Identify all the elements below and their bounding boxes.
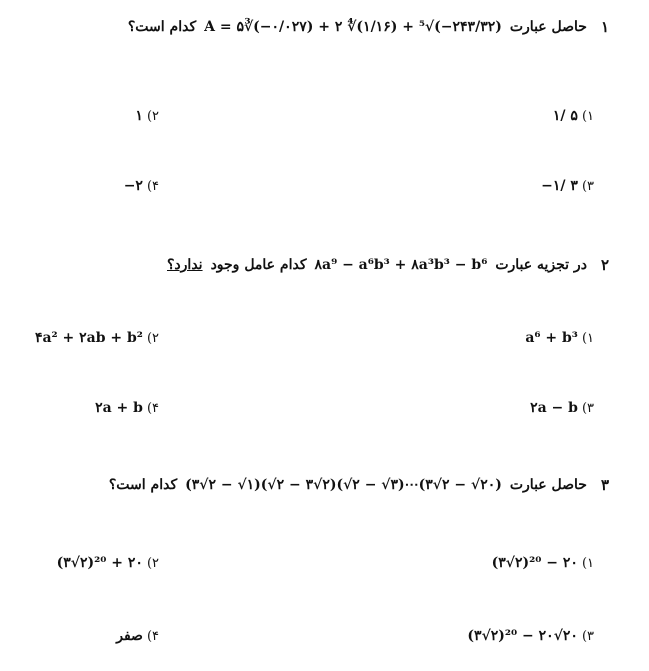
q3-option-4[interactable] — [116, 628, 159, 644]
q1-option-4-text: −۲ — [123, 178, 143, 194]
question-2-number: ۲ — [600, 256, 609, 274]
q2-option-4[interactable] — [95, 400, 159, 416]
question-2-stem: در تجزیه عبارت — [495, 257, 587, 273]
q3-option-2-label: ۲) — [146, 555, 159, 571]
q2-option-3-text: ۲a − b — [530, 400, 578, 416]
q1-option-1-label: ۱) — [581, 108, 594, 124]
question-3-number: ۳ — [600, 476, 609, 494]
question-3-tail: کدام است؟ — [108, 477, 178, 493]
q2-option-2-text: ۴a² + ۲ab + b² — [34, 330, 143, 346]
q2-option-3[interactable] — [530, 400, 594, 416]
q2-option-3-label: ۳) — [581, 400, 594, 416]
question-2-tail-underlined: ندارد؟ — [167, 257, 203, 273]
q1-option-1-text: ۱/ ۵ — [552, 108, 578, 124]
q3-option-1[interactable] — [492, 555, 594, 571]
q1-option-4[interactable] — [124, 178, 159, 194]
q3-option-1-label: ۱) — [581, 555, 594, 571]
q1-option-2-text: ۱ — [135, 108, 143, 124]
question-3-expression: (۳√۲ − √۱)(√۲ − ۳√۲)(√۲ − √۳)⋯(۳√۲ − √۲۰) — [185, 477, 502, 493]
q3-option-4-text: صفر — [116, 628, 143, 644]
question-1-stem: حاصل عبارت — [509, 19, 587, 35]
question-2-expression: ۸a⁹ − a⁶b³ + ۸a³b³ − b⁶ — [314, 257, 488, 273]
q2-option-4-text: ۲a + b — [95, 400, 143, 416]
question-2-tail: کدام عامل وجود — [210, 257, 307, 273]
q1-option-2[interactable] — [135, 108, 159, 124]
question-3 — [20, 476, 609, 494]
q2-option-2-label: ۲) — [146, 330, 159, 346]
q2-option-4-label: ۴) — [146, 400, 159, 416]
q1-option-2-label: ۲) — [146, 108, 159, 124]
question-1-tail: کدام است؟ — [127, 19, 197, 35]
q2-option-1-text: a⁶ + b³ — [525, 330, 578, 346]
q1-option-1[interactable] — [553, 108, 594, 124]
q1-option-3-text: −۱/ ۳ — [541, 178, 578, 194]
q3-option-3[interactable] — [467, 628, 594, 644]
q3-option-3-label: ۳) — [581, 628, 594, 644]
question-1-number: ۱ — [600, 18, 609, 36]
q1-option-3[interactable] — [541, 178, 594, 194]
q2-option-2[interactable] — [35, 330, 159, 346]
question-2 — [20, 256, 609, 274]
q3-option-3-text: (۳√۲)²⁰ − ۲۰√۲۰ — [467, 628, 578, 644]
q2-option-1-label: ۱) — [581, 330, 594, 346]
q3-option-4-label: ۴) — [146, 628, 159, 644]
q3-option-2-text: (۳√۲)²⁰ + ۲۰ — [56, 555, 143, 571]
q1-option-3-label: ۳) — [581, 178, 594, 194]
q3-option-1-text: (۳√۲)²⁰ − ۲۰ — [491, 555, 578, 571]
question-1-expression: A = ۵∛(−۰/۰۲۷) + ۲ ∜(۱/۱۶) + ⁵√(−۲۴۳/۳۲) — [204, 19, 502, 35]
q1-option-4-label: ۴) — [146, 178, 159, 194]
q3-option-2[interactable] — [57, 555, 159, 571]
question-3-stem: حاصل عبارت — [509, 477, 587, 493]
question-1 — [20, 18, 609, 36]
q2-option-1[interactable] — [525, 330, 594, 346]
